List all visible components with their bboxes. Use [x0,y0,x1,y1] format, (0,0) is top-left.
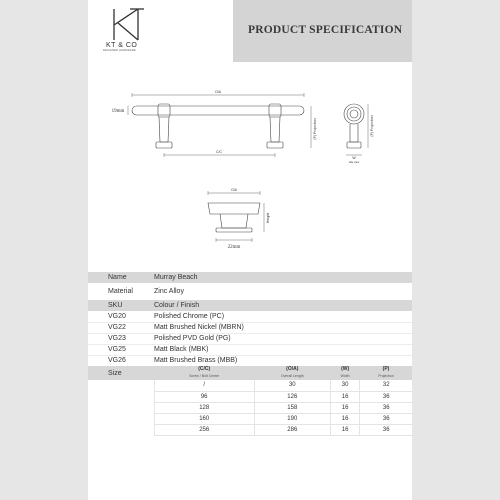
spec-table [88,272,412,436]
size-cell: 128 [154,402,254,413]
end-width-label: W [352,156,356,160]
sku-label: SKU [88,300,154,311]
size-cell: 160 [154,413,254,424]
table-row [88,322,412,333]
table-row [88,424,412,435]
sku-code: VG22 [88,322,154,333]
sku-finish: Matt Brushed Brass (MBB) [154,357,238,365]
size-cell: 30 [254,380,330,391]
spec-sheet [88,0,412,500]
kt-monogram-icon [108,7,148,41]
col-oa: (O/A) Overall Length [254,366,330,380]
end-projection-label: (P) Projection [370,115,374,137]
table-row [88,413,412,424]
name-label: Name [88,272,154,283]
brand-tagline: DESIGNER HARDWARE [103,49,136,52]
handle-end-view [344,104,368,155]
size-cell: 36 [360,413,412,424]
table-row [88,344,412,355]
size-cell: 190 [254,413,330,424]
material-label: Material [108,288,133,295]
end-note-label: side view [348,161,360,164]
sku-code: VG26 [108,357,126,365]
size-cell: 36 [360,402,412,413]
size-cell: 256 [154,424,254,435]
col-width: (W) Width [330,366,360,380]
size-cell: 286 [254,424,330,435]
technical-drawing [88,62,412,270]
brand-logo [102,7,162,52]
sku-code: VG20 [88,311,154,322]
name-value: Murray Beach [154,272,412,283]
size-cell: 16 [330,413,360,424]
size-label: Size [88,366,154,380]
sku-finish: Polished PVD Gold (PG) [154,333,412,344]
size-cell: 30 [330,380,360,391]
size-header-row [88,366,412,380]
table-row [88,355,412,366]
col-cc: (C/C) Screw / Bolt Center [154,366,254,380]
size-cell: 158 [254,402,330,413]
size-cell: 32 [360,380,412,391]
size-cell: 16 [330,402,360,413]
page-title: PRODUCT SPECIFICATION [248,24,403,36]
size-cell: 96 [154,391,254,402]
size-cell: 36 [360,424,412,435]
sku-finish: Matt Brushed Nickel (MBRN) [154,322,412,333]
size-cell: / [154,380,254,391]
table-row [88,333,412,344]
handle-front-view [128,93,311,157]
handle-oa-label: O/A [214,90,222,94]
table-row [88,311,412,322]
sku-code: VG25 [88,344,154,355]
sku-finish: Matt Black (MBK) [154,344,412,355]
handle-projection-label: (P) Projection [313,118,317,140]
handle-height-label: 19mm [111,109,125,114]
size-cell: 16 [330,424,360,435]
material-value: Zinc Alloy [154,288,184,295]
table-row [88,402,412,413]
handle-cc-label: C/C [215,150,223,154]
knob-diameter-label: 22mm [227,245,241,250]
size-cell: 16 [330,391,360,402]
knob-oa-label: O/A [230,188,238,192]
table-row [88,391,412,402]
col-projection: (P) Projection [360,366,412,380]
size-cell: 126 [254,391,330,402]
sku-code: VG23 [88,333,154,344]
table-row [88,380,412,391]
knob-view [208,191,264,242]
sku-finish: Polished Chrome (PC) [154,311,412,322]
sku-header: Colour / Finish [154,300,412,311]
brand-name: KT & CO [106,42,138,49]
size-cell: 36 [360,391,412,402]
knob-height-label: Height [266,212,270,224]
